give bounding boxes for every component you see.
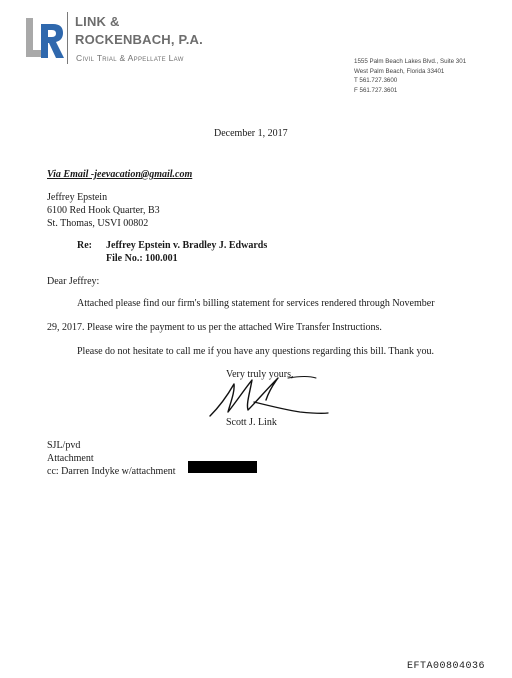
firm-name-line2: ROCKENBACH, P.A. xyxy=(75,32,203,47)
letter-date: December 1, 2017 xyxy=(214,128,288,139)
document-id: EFTA00804036 xyxy=(407,661,486,672)
typist-initials: SJL/pvd xyxy=(47,440,81,451)
redaction-bar xyxy=(188,461,257,473)
cc-line: cc: Darren Indyke w/attachment xyxy=(47,466,176,477)
salutation: Dear Jeffrey: xyxy=(47,276,100,287)
signature-icon xyxy=(204,372,332,420)
letterhead-divider xyxy=(67,12,68,64)
recipient-city: St. Thomas, USVI 00802 xyxy=(47,218,149,229)
body-paragraph-1-line-1: Attached please find our firm's billing statement for services rendered through November xyxy=(77,298,435,309)
address-line: West Palm Beach, Florida 33401 xyxy=(354,67,445,75)
delivery-method: Via Email -jeevacation@gmail.com xyxy=(47,169,193,180)
address-line: 1555 Palm Beach Lakes Blvd., Suite 301 xyxy=(354,58,467,65)
re-case-name: Jeffrey Epstein v. Bradley J. Edwards xyxy=(106,240,268,251)
firm-address xyxy=(354,57,466,95)
reference-block xyxy=(47,439,176,478)
recipient-street: 6100 Red Hook Quarter, B3 xyxy=(47,205,160,216)
firm-logo-icon xyxy=(24,14,66,62)
re-subject xyxy=(106,239,267,265)
recipient-address xyxy=(47,191,160,230)
closing: Very truly yours, xyxy=(226,369,294,380)
re-label: Re: xyxy=(77,240,92,251)
body-paragraph-1-line-2: 29, 2017. Please wire the payment to us per the attached Wire Transfer Instructions. xyxy=(47,322,382,333)
signer-name: Scott J. Link xyxy=(226,417,277,428)
firm-tagline: Civil Trial & Appellate Law xyxy=(76,53,184,63)
enclosure-note: Attachment xyxy=(47,453,94,464)
firm-name-line1: LINK & xyxy=(75,14,120,29)
body-paragraph-2: Please do not hesitate to call me if you have any questions regarding this bill. Thank you. xyxy=(77,346,434,357)
fax-line: F 561.727.3601 xyxy=(354,86,398,94)
re-file-number: File No.: 100.001 xyxy=(106,253,178,264)
phone-line: T 561.727.3600 xyxy=(354,77,398,84)
recipient-name: Jeffrey Epstein xyxy=(47,192,108,203)
